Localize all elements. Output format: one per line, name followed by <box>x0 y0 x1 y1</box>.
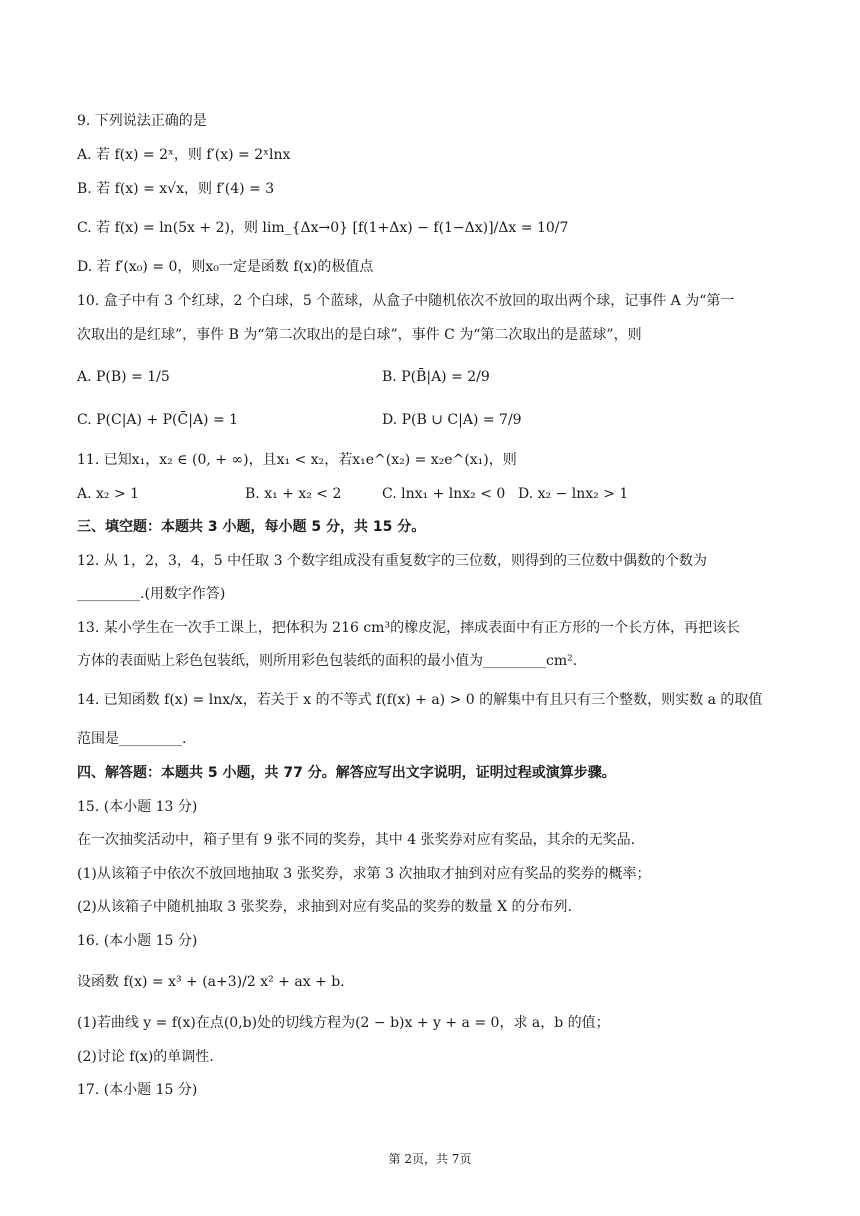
section4-heading: 四、解答题：本题共 5 小题，共 77 分。解答应写出文字说明，证明过程或演算步骤。 <box>77 765 616 781</box>
q11-option-c: C. lnx₁ + lnx₂ < 0 <box>382 486 506 502</box>
q16-part1: (1)若曲线 y = f(x)在点(0,b)处的切线方程为(2 − b)x + y + a = 0，求 a，b 的值； <box>77 1015 610 1031</box>
q16-stem: 设函数 f(x) = x³ + (a+3)/2 x² + ax + b. <box>77 974 345 990</box>
q9-option-a: A. 若 f(x) = 2ˣ，则 f′(x) = 2ˣlnx <box>77 147 291 163</box>
q17-header: 17. (本小题 15 分) <box>77 1082 198 1098</box>
q15-header: 15. (本小题 13 分) <box>77 799 198 815</box>
q10-option-d: D. P(B ∪ C|A) = 7/9 <box>382 412 522 428</box>
q9-stem: 9. 下列说法正确的是 <box>77 113 207 129</box>
q11-option-d: D. x₂ − lnx₂ > 1 <box>518 486 629 502</box>
q11-option-b: B. x₁ + x₂ < 2 <box>245 486 342 502</box>
q16-header: 16. (本小题 15 分) <box>77 933 198 949</box>
q15-part1: (1)从该箱子中依次不放回地抽取 3 张奖券，求第 3 次抽取才抽到对应有奖品的奖券的概率； <box>77 866 651 882</box>
q10-stem-line1: 10. 盒子中有 3 个红球，2 个白球，5 个蓝球，从盒子中随机依次不放回的取出两个球，记事件 A 为“第一 <box>77 293 735 309</box>
q11-option-a: A. x₂ > 1 <box>77 486 140 502</box>
q14-line1: 14. 已知函数 f(x) = lnx/x，若关于 x 的不等式 f(f(x) + a) > 0 的解集中有且只有三个整数，则实数 a 的取值 <box>77 692 763 708</box>
q9-option-b: B. 若 f(x) = x√x，则 f′(4) = 3 <box>77 181 275 197</box>
q12-line1: 12. 从 1，2，3，4，5 中任取 3 个数字组成没有重复数字的三位数，则得到的三位数中偶数的个数为 <box>77 553 707 569</box>
q10-option-b: B. P(B̄|A) = 2/9 <box>382 369 490 385</box>
q15-part2: (2)从该箱子中随机抽取 3 张奖券，求抽到对应有奖品的奖券的数量 X 的分布列. <box>77 899 572 915</box>
q13-line1: 13. 某小学生在一次手工课上，把体积为 216 cm³的橡皮泥，摔成表面中有正方形的一个长方体，再把该长 <box>77 620 741 636</box>
q14-line2: 范围是_________. <box>77 731 187 747</box>
q13-line2: 方体的表面贴上彩色包装纸，则所用彩色包装纸的面积的最小值为_________cm². <box>77 653 578 669</box>
q10-stem-line2: 次取出的是红球”，事件 B 为“第二次取出的是白球”，事件 C 为“第二次取出的是蓝球”，则 <box>77 327 642 343</box>
q9-option-d: D. 若 f′(x₀) = 0，则x₀一定是函数 f(x)的极值点 <box>77 259 374 275</box>
q16-part2: (2)讨论 f(x)的单调性. <box>77 1049 214 1065</box>
q9-option-c: C. 若 f(x) = ln(5x + 2)，则 lim_{Δx→0} [f(1+Δx) − f(1−Δx)]/Δx = 10/7 <box>77 220 569 236</box>
q10-option-c: C. P(C|A) + P(C̄|A) = 1 <box>77 412 239 428</box>
page-footer: 第 2页，共 7页 <box>388 1152 472 1166</box>
q15-stem: 在一次抽奖活动中，箱子里有 9 张不同的奖券，其中 4 张奖券对应有奖品，其余的无奖品. <box>77 832 636 848</box>
q11-stem: 11. 已知x₁，x₂ ∈ (0, + ∞)，且x₁ < x₂，若x₁e^(x₂) = x₂e^(x₁)，则 <box>77 452 517 468</box>
section3-heading: 三、填空题：本题共 3 小题，每小题 5 分，共 15 分。 <box>77 519 426 535</box>
q12-line2: _________.(用数字作答) <box>77 586 226 602</box>
q10-option-a: A. P(B) = 1/5 <box>77 369 170 385</box>
